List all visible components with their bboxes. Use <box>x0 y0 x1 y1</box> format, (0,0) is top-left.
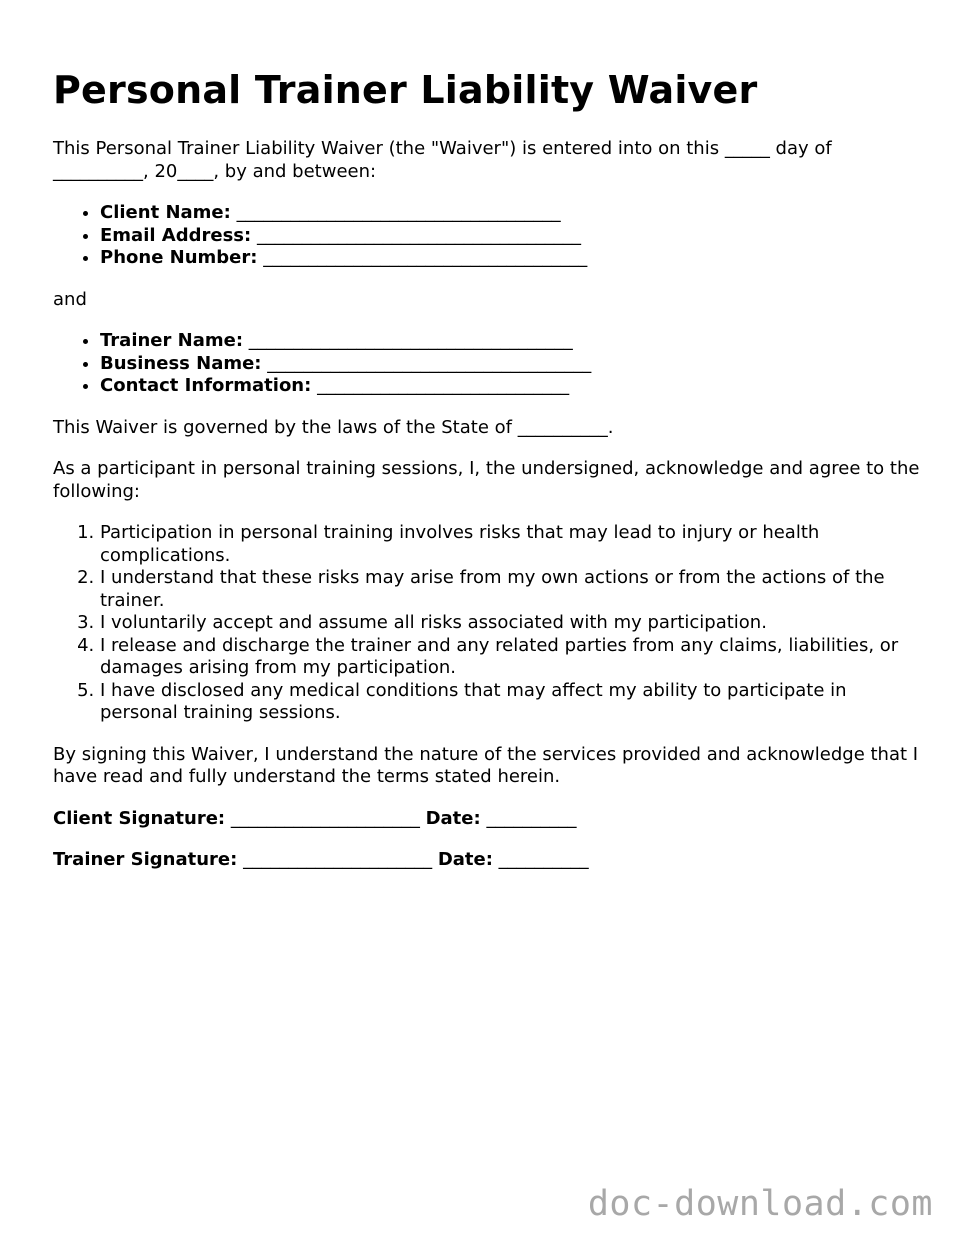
blank-line: ____________________________________ <box>248 330 573 351</box>
phone-number-field <box>100 247 923 270</box>
contact-information-field <box>100 375 923 398</box>
acknowledge-intro-paragraph: As a participant in personal training sessions, I, the undersigned, acknowledge and agree to the following: <box>53 458 920 502</box>
blank-line: ____________________________ <box>317 375 570 396</box>
term-item: 2. I understand that these risks may arise from my own actions or from the actions of the trainer. <box>100 567 923 612</box>
blank-line: ____________________________________ <box>267 352 592 374</box>
client-name-field <box>100 202 923 225</box>
signature-blank: _____________________ <box>243 849 433 870</box>
document-title: Personal Trainer Liability Waiver <box>53 68 758 112</box>
trainer-name-field <box>100 330 923 353</box>
field-label: Client Name: <box>100 202 231 223</box>
trainer-fields-list <box>53 330 923 398</box>
field-label: Email Address: <box>100 224 252 246</box>
trainer-signature-line <box>53 849 923 872</box>
governing-law-paragraph: This Waiver is governed by the laws of the State of __________. <box>53 416 614 438</box>
signature-label: Trainer Signature: <box>53 849 238 870</box>
field-label: Business Name: <box>100 352 262 374</box>
term-item: 4. I release and discharge the trainer and any related parties from any claims, liabilities, or damages arising from my participation. <box>100 635 923 680</box>
terms-list <box>53 522 923 725</box>
blank-line: ____________________________________ <box>256 224 581 246</box>
term-item: 1. Participation in personal training involves risks that may lead to injury or health complications. <box>100 522 923 567</box>
date-blank: __________ <box>498 849 589 870</box>
email-address-field <box>100 225 923 248</box>
intro-paragraph: This Personal Trainer Liability Waiver (the "Waiver") is entered into on this _____ day of __________, 20____, by and between: <box>53 138 832 182</box>
business-name-field <box>100 353 923 376</box>
signature-label: Client Signature: <box>53 807 226 829</box>
document-page <box>53 66 923 891</box>
field-label: Phone Number: <box>100 247 258 268</box>
term-item: 5. I have disclosed any medical conditions that may affect my ability to participate in personal training sessions. <box>100 680 923 725</box>
watermark-text: doc-download.com <box>587 1184 933 1224</box>
term-item: 3. I voluntarily accept and assume all risks associated with my participation. <box>100 612 923 635</box>
date-label: Date: <box>425 807 481 829</box>
blank-line: ____________________________________ <box>236 202 561 223</box>
field-label: Contact Information: <box>100 375 312 396</box>
closing-paragraph: By signing this Waiver, I understand the nature of the services provided and acknowledge that I have read and fully understand the terms stated herein. <box>53 743 919 787</box>
date-blank: __________ <box>486 807 577 829</box>
signature-blank: _____________________ <box>230 807 420 829</box>
date-label: Date: <box>437 849 493 870</box>
client-fields-list <box>53 202 923 270</box>
client-signature-line <box>53 808 923 831</box>
blank-line: ____________________________________ <box>263 247 588 268</box>
field-label: Trainer Name: <box>100 330 244 351</box>
and-text: and <box>53 288 87 310</box>
